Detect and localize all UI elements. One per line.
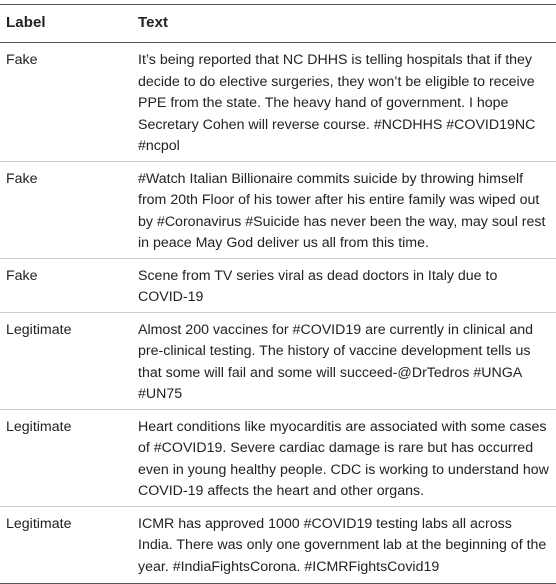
table-row — [0, 312, 556, 409]
table-row — [0, 258, 556, 312]
row-label-cell: Fake — [0, 43, 138, 162]
row-label-cell: Fake — [0, 161, 138, 258]
column-header-label: Label — [0, 5, 138, 43]
row-text-cell: Almost 200 vaccines for #COVID19 are currently in clinical and pre-clinical testing. The history of vaccine development tells us that some will fail and some will succeed-@DrTedros #UNGA #UN75 — [138, 312, 556, 409]
table-row — [0, 506, 556, 584]
column-header-text: Text — [138, 5, 556, 43]
row-label-cell: Legitimate — [0, 409, 138, 506]
table-row — [0, 409, 556, 506]
row-text-cell: It’s being reported that NC DHHS is telling hospitals that if they decide to do elective surgeries, they won’t be eligible to receive PPE from the state. The heavy hand of government. I hope Secretary Cohen will reverse course. #NCDHHS #COVID19NC #ncpol — [138, 43, 556, 162]
fake-news-examples-table — [0, 4, 556, 584]
table-row — [0, 161, 556, 258]
row-text-cell: Scene from TV series viral as dead doctors in Italy due to COVID-19 — [138, 258, 556, 312]
row-text-cell: #Watch Italian Billionaire commits suicide by throwing himself from 20th Floor of his tower after his entire family was wiped out by #Coronavirus #Suicide has never been the way, may soul rest in peace May God deliver us all from this time. — [138, 161, 556, 258]
table-row — [0, 43, 556, 162]
row-text-cell: Heart conditions like myocarditis are associated with some cases of #COVID19. Severe cardiac damage is rare but has occurred even in young healthy people. CDC is working to understand how COVID-19 affects the heart and other organs. — [138, 409, 556, 506]
row-label-cell: Legitimate — [0, 506, 138, 584]
row-label-cell: Fake — [0, 258, 138, 312]
row-text-cell: ICMR has approved 1000 #COVID19 testing labs all across India. There was only one government lab at the beginning of the year. #IndiaFightsCorona. #ICMRFightsCovid19 — [138, 506, 556, 584]
row-label-cell: Legitimate — [0, 312, 138, 409]
table-header-row — [0, 5, 556, 43]
